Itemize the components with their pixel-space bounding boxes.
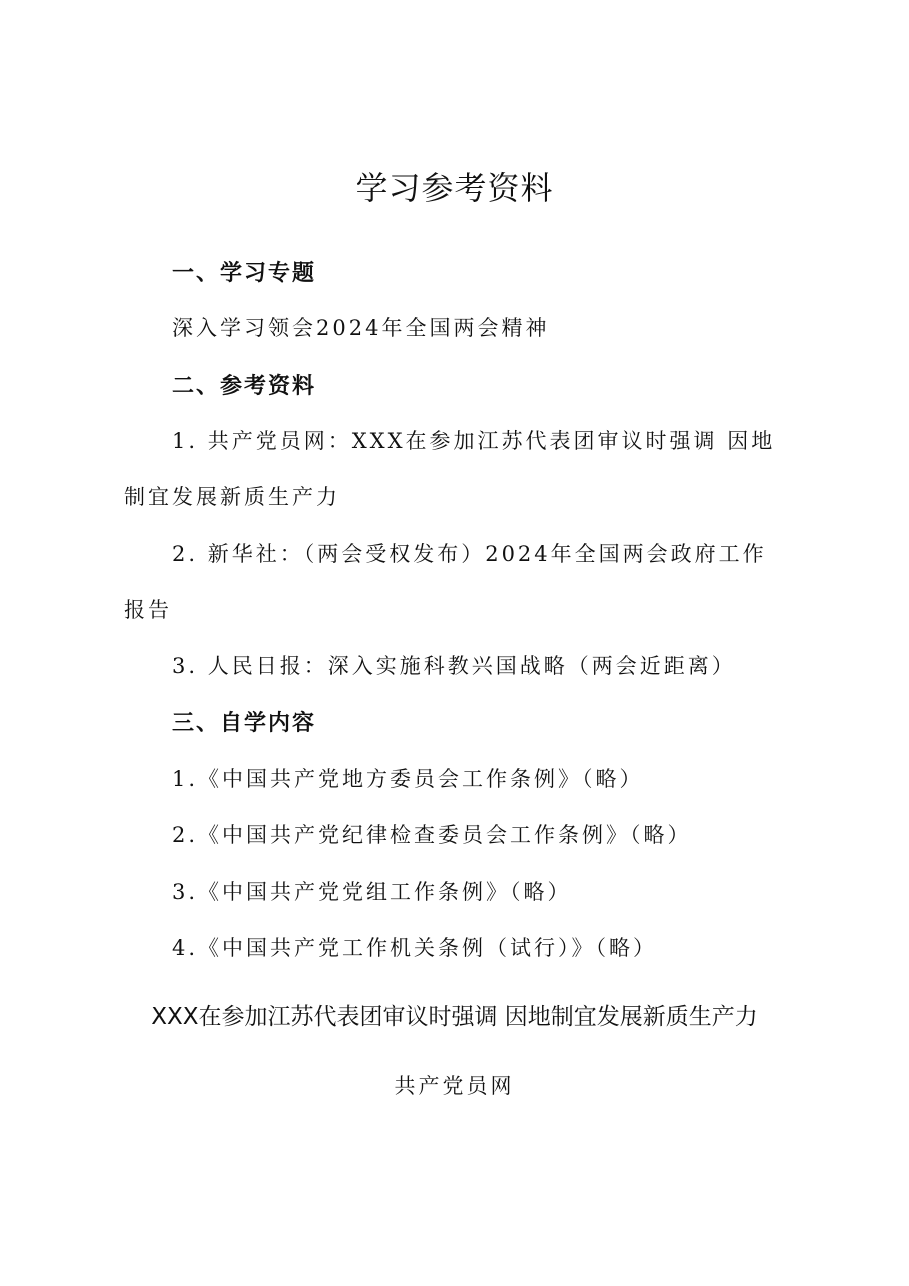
reference-item-2-line2: 报告 bbox=[124, 598, 172, 622]
reference-item-3: 3. 人民日报：深入实施科教兴国战略（两会近距离） bbox=[172, 654, 736, 678]
self-study-item-1: 1.《中国共产党地方委员会工作条例》（略） bbox=[172, 767, 644, 791]
page-title: 学习参考资料 bbox=[355, 169, 554, 207]
reference-item-2-line1: 2. 新华社：（两会受权发布）2024年全国两会政府工作 bbox=[172, 542, 767, 566]
reference-item-1-line1: 1. 共产党员网：XXX在参加江苏代表团审议时强调 因地 bbox=[172, 429, 776, 453]
section-heading-references: 二、参考资料 bbox=[172, 374, 317, 399]
self-study-item-2: 2.《中国共产党纪律检查委员会工作条例》（略） bbox=[172, 823, 692, 847]
section-heading-self-study: 三、自学内容 bbox=[172, 711, 317, 736]
self-study-item-3: 3.《中国共产党党组工作条例》（略） bbox=[172, 880, 572, 904]
topic-text: 深入学习领会2024年全国两会精神 bbox=[172, 316, 550, 340]
section-heading-topic: 一、学习专题 bbox=[172, 261, 317, 286]
article-title: XXX在参加江苏代表团审议时强调 因地制宜发展新质生产力 bbox=[151, 1004, 758, 1030]
self-study-item-4: 4.《中国共产党工作机关条例（试行）》（略） bbox=[172, 936, 658, 960]
reference-item-1-line2: 制宜发展新质生产力 bbox=[124, 485, 340, 509]
article-source: 共产党员网 bbox=[394, 1074, 515, 1098]
